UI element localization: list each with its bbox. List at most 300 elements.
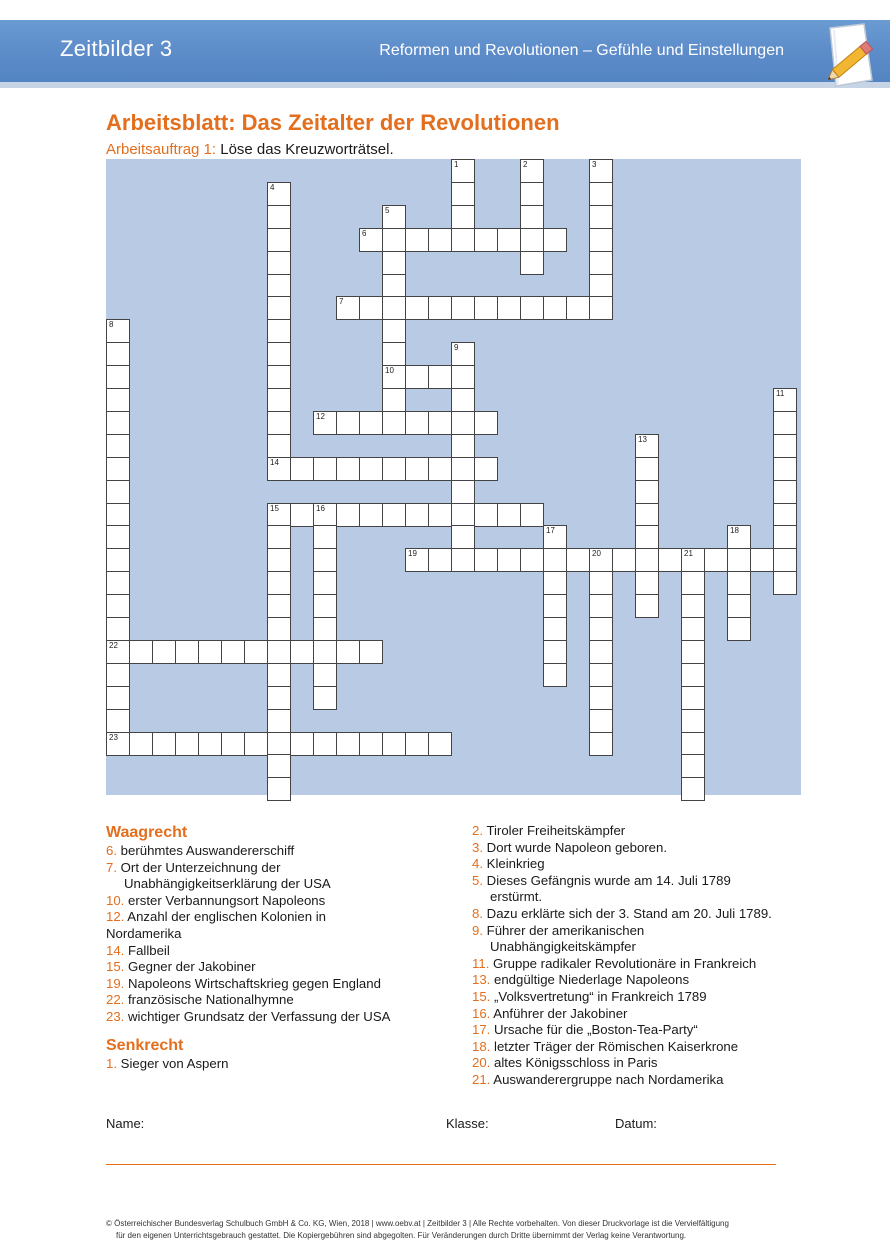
crossword-cell[interactable] — [681, 732, 705, 756]
crossword-cell[interactable] — [267, 594, 291, 618]
crossword-number: 20 — [592, 549, 601, 559]
clue-item — [106, 909, 436, 926]
crossword-cell[interactable] — [152, 640, 176, 664]
clue-text: Gruppe radikaler Revolutionäre in Frankreich — [493, 955, 757, 971]
crossword-cell[interactable] — [313, 617, 337, 641]
clue-text: Auswanderergruppe nach Nordamerika — [493, 1071, 724, 1087]
clue-item — [106, 959, 436, 976]
crossword-cell[interactable] — [382, 365, 406, 389]
crossword-cell[interactable] — [773, 388, 797, 412]
crossword-cell[interactable] — [267, 182, 291, 206]
crossword-cell[interactable] — [681, 709, 705, 733]
crossword-cell[interactable] — [382, 457, 406, 481]
crossword-cell[interactable] — [474, 411, 498, 435]
crossword-cell[interactable] — [681, 777, 705, 801]
crossword-cell[interactable] — [198, 640, 222, 664]
crossword-cell[interactable] — [589, 663, 613, 687]
crossword-cell[interactable] — [313, 663, 337, 687]
crossword-cell[interactable] — [267, 205, 291, 229]
crossword-cell[interactable] — [451, 342, 475, 366]
clue-item — [106, 1056, 436, 1073]
clue-number: 17. — [472, 1022, 491, 1038]
crossword-cell[interactable] — [313, 548, 337, 572]
crossword-cell[interactable] — [106, 388, 130, 412]
crossword-cell[interactable] — [497, 503, 521, 527]
crossword-cell[interactable] — [474, 296, 498, 320]
clue-text: wichtiger Grundsatz der Verfassung der USA — [128, 1008, 391, 1024]
crossword-cell[interactable] — [612, 548, 636, 572]
clue-text: Dazu erklärte sich der 3. Stand am 20. Juli 1789. — [486, 905, 772, 921]
footer-line-1: © Österreichischer Bundesverlag Schulbuch GmbH & Co. KG, Wien, 2018 | www.oebv.at | Zeitbilder 3 | Alle Rechte vorbehalten. Von dieser Druckvorlage ist die Vervielfältigung — [106, 1219, 729, 1228]
crossword-cell[interactable] — [106, 342, 130, 366]
crossword-cell[interactable] — [129, 640, 153, 664]
crossword-cell[interactable] — [520, 205, 544, 229]
crossword-number: 3 — [592, 160, 597, 169]
crossword-cell[interactable] — [359, 640, 383, 664]
crossword-cell[interactable] — [543, 640, 567, 664]
clue-item — [472, 923, 802, 940]
crossword-cell[interactable] — [405, 457, 429, 481]
crossword-cell[interactable] — [451, 434, 475, 458]
crossword-cell[interactable] — [336, 640, 360, 664]
crossword-cell[interactable] — [589, 205, 613, 229]
crossword-cell[interactable] — [589, 709, 613, 733]
crossword-cell[interactable] — [106, 480, 130, 504]
clue-number: 14. — [106, 942, 125, 958]
crossword-cell[interactable] — [589, 296, 613, 320]
crossword-cell[interactable] — [773, 411, 797, 435]
clues-right-column — [472, 823, 802, 1089]
crossword-cell[interactable] — [382, 319, 406, 343]
crossword-cell[interactable] — [336, 732, 360, 756]
crossword-cell[interactable] — [451, 503, 475, 527]
crossword-cell[interactable] — [727, 548, 751, 572]
crossword-cell[interactable] — [589, 274, 613, 298]
clue-text: Dieses Gefängnis wurde am 14. Juli 1789 — [486, 872, 731, 888]
crossword-cell[interactable] — [451, 457, 475, 481]
crossword-cell[interactable] — [313, 732, 337, 756]
crossword-cell[interactable] — [313, 525, 337, 549]
crossword-cell[interactable] — [405, 732, 429, 756]
clue-text: Führer der amerikanischen — [486, 922, 645, 938]
crossword-cell[interactable] — [589, 732, 613, 756]
crossword-cell[interactable] — [129, 732, 153, 756]
crossword-cell[interactable] — [152, 732, 176, 756]
crossword-cell[interactable] — [428, 548, 452, 572]
crossword-cell[interactable] — [267, 617, 291, 641]
crossword-cell[interactable] — [520, 228, 544, 252]
crossword-cell[interactable] — [543, 525, 567, 549]
crossword-cell[interactable] — [428, 296, 452, 320]
crossword-number: 16 — [316, 503, 325, 513]
crossword-cell[interactable] — [589, 548, 613, 572]
crossword-cell[interactable] — [589, 617, 613, 641]
crossword-cell[interactable] — [635, 480, 659, 504]
crossword-cell[interactable] — [290, 503, 314, 527]
crossword-cell[interactable] — [382, 251, 406, 275]
crossword-cell[interactable] — [267, 548, 291, 572]
signature-line — [106, 1164, 776, 1165]
crossword-cell[interactable] — [313, 686, 337, 710]
crossword-cell[interactable] — [474, 457, 498, 481]
clue-number: 9. — [472, 922, 483, 938]
crossword-cell[interactable] — [382, 274, 406, 298]
crossword-cell[interactable] — [497, 228, 521, 252]
crossword-cell[interactable] — [428, 411, 452, 435]
clue-text: Tiroler Freiheitskämpfer — [486, 823, 626, 838]
clue-text: berühmtes Auswandererschiff — [120, 843, 295, 858]
clue-text: Anzahl der englischen Kolonien in — [127, 909, 326, 925]
clue-item — [106, 1009, 436, 1026]
crossword-cell[interactable] — [520, 182, 544, 206]
crossword-number: 18 — [730, 526, 739, 536]
crossword-cell[interactable] — [635, 457, 659, 481]
crossword-cell[interactable] — [566, 296, 590, 320]
crossword-cell[interactable] — [359, 228, 383, 252]
crossword-cell[interactable] — [451, 159, 475, 183]
crossword-number: 5 — [385, 205, 390, 215]
crossword-cell[interactable] — [704, 548, 728, 572]
crossword-cell[interactable] — [267, 686, 291, 710]
clue-item — [106, 893, 436, 910]
header-divider — [0, 82, 890, 88]
page-title: Arbeitsblatt: Das Zeitalter der Revolutionen — [106, 110, 560, 135]
crossword-cell[interactable] — [244, 732, 268, 756]
clue-number: 18. — [472, 1038, 491, 1054]
crossword-cell[interactable] — [106, 732, 130, 756]
crossword-cell[interactable] — [635, 571, 659, 595]
crossword-cell[interactable] — [681, 594, 705, 618]
crossword-cell[interactable] — [336, 457, 360, 481]
class-field-label: Klasse: — [446, 1116, 489, 1131]
crossword-cell[interactable] — [520, 159, 544, 183]
crossword-cell[interactable] — [382, 228, 406, 252]
crossword-cell[interactable] — [543, 228, 567, 252]
task-instruction — [106, 141, 394, 158]
crossword-cell[interactable] — [428, 732, 452, 756]
crossword-number: 1 — [454, 160, 459, 169]
clue-text: Dort wurde Napoleon geboren. — [486, 839, 668, 855]
crossword-cell[interactable] — [451, 365, 475, 389]
clue-text: Sieger von Aspern — [120, 1055, 229, 1071]
across-clue-list — [106, 843, 436, 1026]
crossword-cell[interactable] — [267, 342, 291, 366]
clue-text: „Volksvertretung“ in Frankreich 1789 — [494, 988, 707, 1004]
crossword-cell[interactable] — [635, 548, 659, 572]
crossword-cell[interactable] — [635, 594, 659, 618]
crossword-cell[interactable] — [497, 548, 521, 572]
crossword-cell[interactable] — [727, 594, 751, 618]
crossword-cell[interactable] — [773, 480, 797, 504]
crossword-number: 4 — [270, 182, 275, 192]
crossword-cell[interactable] — [635, 434, 659, 458]
crossword-cell[interactable] — [106, 365, 130, 389]
crossword-cell[interactable] — [405, 548, 429, 572]
clue-item — [472, 1006, 802, 1023]
crossword-cell[interactable] — [313, 457, 337, 481]
crossword-cell[interactable] — [267, 319, 291, 343]
clue-number: 1. — [106, 1055, 117, 1071]
crossword-cell[interactable] — [382, 732, 406, 756]
clue-item — [472, 1022, 802, 1039]
crossword-cell[interactable] — [773, 457, 797, 481]
task-text: Löse das Kreuzworträtsel. — [220, 141, 394, 158]
clue-number: 10. — [106, 892, 125, 908]
crossword-number: 6 — [362, 228, 367, 238]
crossword-cell[interactable] — [543, 594, 567, 618]
crossword-cell[interactable] — [773, 503, 797, 527]
crossword-cell[interactable] — [313, 411, 337, 435]
clue-text: endgültige Niederlage Napoleons — [494, 972, 690, 988]
crossword-cell[interactable] — [106, 434, 130, 458]
crossword-cell[interactable] — [750, 548, 774, 572]
crossword-cell[interactable] — [543, 571, 567, 595]
crossword-cell[interactable] — [428, 365, 452, 389]
crossword-cell[interactable] — [336, 503, 360, 527]
crossword-number: 17 — [546, 526, 555, 536]
clue-item — [472, 856, 802, 873]
crossword-cell[interactable] — [773, 525, 797, 549]
clue-number: 13. — [472, 972, 491, 988]
crossword-cell[interactable] — [267, 434, 291, 458]
crossword-cell[interactable] — [589, 594, 613, 618]
clue-continuation: Nordamerika — [106, 925, 182, 941]
crossword-cell[interactable] — [267, 365, 291, 389]
crossword-cell[interactable] — [773, 548, 797, 572]
copyright-footer — [106, 1218, 786, 1242]
crossword-cell[interactable] — [589, 228, 613, 252]
crossword-cell[interactable] — [221, 640, 245, 664]
crossword-cell[interactable] — [198, 732, 222, 756]
crossword-cell[interactable] — [520, 548, 544, 572]
crossword-cell[interactable] — [244, 640, 268, 664]
crossword-number: 14 — [270, 457, 279, 467]
clue-item — [106, 976, 436, 993]
crossword-cell[interactable] — [382, 342, 406, 366]
clue-text: altes Königsschloss in Paris — [494, 1055, 658, 1071]
crossword-cell[interactable] — [474, 228, 498, 252]
crossword-cell[interactable] — [428, 457, 452, 481]
clue-item — [472, 1039, 802, 1056]
crossword-cell[interactable] — [451, 228, 475, 252]
crossword-cell[interactable] — [428, 228, 452, 252]
crossword-cell[interactable] — [658, 548, 682, 572]
clue-number: 20. — [472, 1055, 491, 1071]
crossword-cell[interactable] — [106, 525, 130, 549]
crossword-cell[interactable] — [589, 571, 613, 595]
crossword-cell[interactable] — [589, 640, 613, 664]
crossword-cell[interactable] — [267, 503, 291, 527]
crossword-cell[interactable] — [474, 548, 498, 572]
crossword-cell[interactable] — [106, 594, 130, 618]
crossword-cell[interactable] — [589, 159, 613, 183]
crossword-cell[interactable] — [543, 548, 567, 572]
crossword-cell[interactable] — [359, 457, 383, 481]
crossword-cell[interactable] — [681, 548, 705, 572]
across-heading: Waagrecht — [106, 824, 188, 841]
crossword-cell[interactable] — [635, 503, 659, 527]
clue-item — [472, 972, 802, 989]
crossword-cell[interactable] — [382, 411, 406, 435]
crossword-cell[interactable] — [405, 228, 429, 252]
down-heading: Senkrecht — [106, 1036, 184, 1054]
crossword-cell[interactable] — [589, 182, 613, 206]
crossword-cell[interactable] — [451, 296, 475, 320]
crossword-cell[interactable] — [520, 251, 544, 275]
clue-number: 12. — [106, 909, 125, 925]
crossword-cell[interactable] — [543, 296, 567, 320]
crossword-cell[interactable] — [267, 709, 291, 733]
crossword-cell[interactable] — [497, 296, 521, 320]
down-clue-list — [472, 823, 802, 1089]
crossword-cell[interactable] — [382, 388, 406, 412]
crossword-cell[interactable] — [106, 411, 130, 435]
crossword-cell[interactable] — [589, 686, 613, 710]
crossword-cell[interactable] — [451, 480, 475, 504]
crossword-cell[interactable] — [520, 503, 544, 527]
crossword-cell[interactable] — [681, 686, 705, 710]
crossword-cell[interactable] — [474, 503, 498, 527]
crossword-cell[interactable] — [405, 296, 429, 320]
clue-item — [472, 956, 802, 973]
clue-number: 15. — [106, 959, 125, 975]
crossword-number: 10 — [385, 366, 394, 376]
crossword-cell[interactable] — [106, 503, 130, 527]
crossword-cell[interactable] — [221, 732, 245, 756]
crossword-cell[interactable] — [106, 319, 130, 343]
crossword-cell[interactable] — [267, 296, 291, 320]
clue-number: 4. — [472, 856, 483, 872]
crossword-cell[interactable] — [106, 640, 130, 664]
crossword-cell[interactable] — [681, 617, 705, 641]
crossword-cell[interactable] — [681, 663, 705, 687]
crossword-cell[interactable] — [106, 457, 130, 481]
crossword-cell[interactable] — [106, 571, 130, 595]
crossword-cell[interactable] — [681, 754, 705, 778]
crossword-cell[interactable] — [589, 251, 613, 275]
crossword-cell[interactable] — [359, 296, 383, 320]
crossword-cell[interactable] — [727, 525, 751, 549]
crossword-cell[interactable] — [520, 296, 544, 320]
crossword-cell[interactable] — [175, 640, 199, 664]
clue-continuation: erstürmt. — [490, 889, 543, 905]
crossword-cell[interactable] — [681, 571, 705, 595]
crossword-cell[interactable] — [727, 617, 751, 641]
crossword-cell[interactable] — [451, 411, 475, 435]
crossword-cell[interactable] — [405, 365, 429, 389]
crossword-cell[interactable] — [382, 296, 406, 320]
crossword-cell[interactable] — [106, 617, 130, 641]
crossword-cell[interactable] — [267, 411, 291, 435]
crossword-number: 2 — [523, 160, 528, 169]
pencil-note-icon — [820, 20, 882, 92]
crossword-cell[interactable] — [290, 640, 314, 664]
crossword-cell[interactable] — [106, 686, 130, 710]
clue-item — [106, 943, 436, 960]
crossword-cell[interactable] — [451, 388, 475, 412]
crossword-cell[interactable] — [267, 251, 291, 275]
clue-continuation: Unabhängigkeitserklärung der USA — [124, 876, 331, 892]
crossword-cell[interactable] — [267, 457, 291, 481]
crossword-cell[interactable] — [359, 411, 383, 435]
clue-number: 2. — [472, 823, 483, 838]
footer-line-2: für den eigenen Unterrichtsgebrauch gestattet. Die Kopiergebühren sind abgegolten. Für Veränderungen durch Dritte übernimmt der Verlag keine Verantwortung. — [116, 1231, 687, 1240]
crossword-number: 12 — [316, 411, 325, 421]
clue-number: 8. — [472, 905, 483, 921]
crossword-cell[interactable] — [405, 503, 429, 527]
clue-item — [106, 843, 436, 860]
clue-number: 19. — [106, 975, 125, 991]
clue-number: 5. — [472, 872, 483, 888]
book-title: Zeitbilder 3 — [60, 36, 173, 61]
crossword-cell[interactable] — [106, 663, 130, 687]
clue-text: Anführer der Jakobiner — [493, 1005, 628, 1021]
crossword-cell[interactable] — [267, 571, 291, 595]
crossword-cell[interactable] — [290, 732, 314, 756]
crossword-cell[interactable] — [451, 182, 475, 206]
crossword-cell[interactable] — [267, 640, 291, 664]
crossword-cell[interactable] — [313, 503, 337, 527]
crossword-cell[interactable] — [267, 388, 291, 412]
clue-number: 23. — [106, 1008, 125, 1024]
crossword-cell[interactable] — [290, 457, 314, 481]
clue-number: 22. — [106, 992, 125, 1008]
crossword-cell[interactable] — [428, 503, 452, 527]
crossword-cell[interactable] — [336, 411, 360, 435]
clue-item — [472, 1072, 802, 1089]
crossword-cell[interactable] — [543, 663, 567, 687]
crossword-cell[interactable] — [336, 296, 360, 320]
crossword-cell[interactable] — [543, 617, 567, 641]
crossword-cell[interactable] — [267, 525, 291, 549]
clue-number: 7. — [106, 859, 117, 875]
crossword-cell[interactable] — [773, 434, 797, 458]
clue-text: Kleinkrieg — [486, 856, 545, 872]
crossword-cell[interactable] — [267, 732, 291, 756]
crossword-cell[interactable] — [405, 411, 429, 435]
crossword-cell[interactable] — [727, 571, 751, 595]
crossword-cell[interactable] — [175, 732, 199, 756]
crossword-cell[interactable] — [773, 571, 797, 595]
clue-item — [472, 1055, 802, 1072]
crossword-cell[interactable] — [267, 754, 291, 778]
crossword-cell[interactable] — [382, 503, 406, 527]
crossword-cell[interactable] — [635, 525, 659, 549]
crossword-number: 11 — [776, 389, 785, 398]
clue-text: Fallbeil — [128, 942, 170, 958]
crossword-cell[interactable] — [359, 503, 383, 527]
crossword-cell[interactable] — [267, 274, 291, 298]
crossword-cell[interactable] — [359, 732, 383, 756]
crossword-cell[interactable] — [267, 228, 291, 252]
crossword-cell[interactable] — [451, 525, 475, 549]
clue-text: Ursache für die „Boston-Tea-Party“ — [494, 1022, 698, 1038]
clue-item — [106, 992, 436, 1009]
crossword-cell[interactable] — [313, 594, 337, 618]
crossword-cell[interactable] — [566, 548, 590, 572]
crossword-cell[interactable] — [313, 640, 337, 664]
name-field-label: Name: — [106, 1116, 145, 1131]
crossword-cell[interactable] — [451, 548, 475, 572]
crossword-cell[interactable] — [681, 640, 705, 664]
crossword-cell[interactable] — [382, 205, 406, 229]
crossword-cell[interactable] — [313, 571, 337, 595]
crossword-cell[interactable] — [451, 205, 475, 229]
crossword-cell[interactable] — [106, 548, 130, 572]
crossword-cell[interactable] — [267, 777, 291, 801]
crossword-cell[interactable] — [267, 663, 291, 687]
crossword-cell[interactable] — [106, 709, 130, 733]
